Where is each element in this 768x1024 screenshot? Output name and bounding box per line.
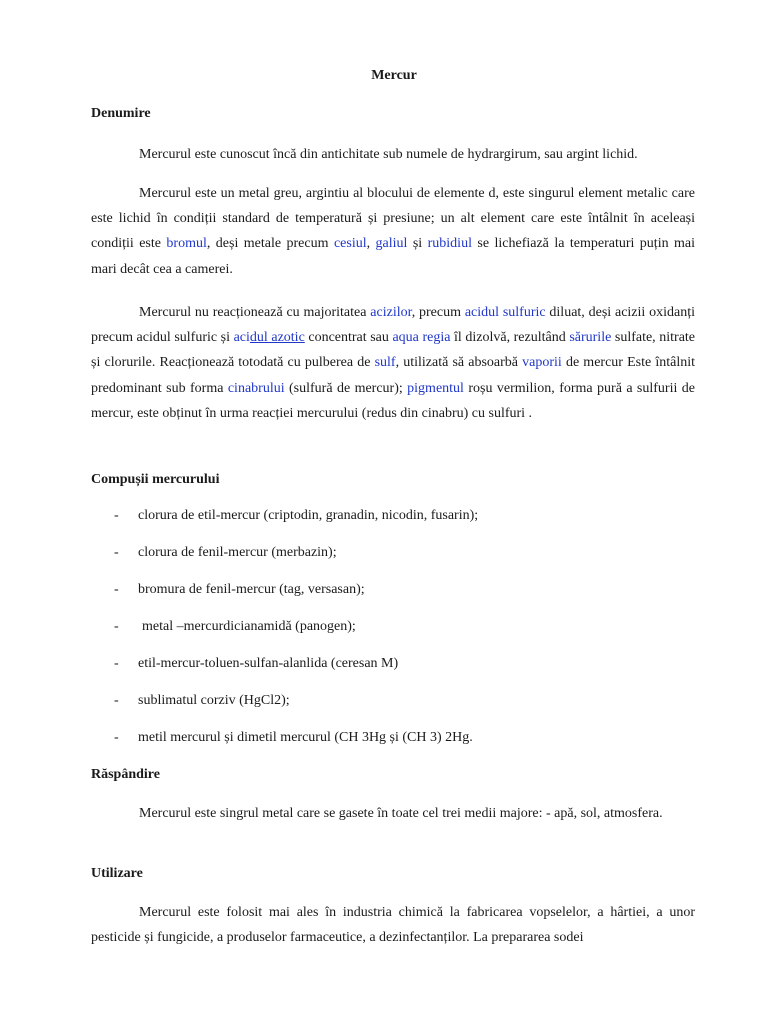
- link-sarurile[interactable]: sărurile: [569, 330, 612, 346]
- text-segment: de mercur Este întâlnit predominant sub forma: [91, 355, 695, 396]
- list-item: [0, 582, 768, 602]
- link-acizilor[interactable]: acizilor: [370, 305, 412, 320]
- link-sulf[interactable]: sulf: [374, 355, 396, 371]
- text-segment: și: [407, 236, 428, 252]
- list-item-text: metil mercurul și dimetil mercurul (CH 3Hg și (CH 3) 2Hg.: [138, 730, 473, 745]
- list-item-text: bromura de fenil-mercur (tag, versasan);: [138, 582, 365, 597]
- text-segment: (sulfură de mercur);: [284, 380, 408, 396]
- link-pigmentul[interactable]: pigmentul: [407, 380, 464, 396]
- link-rubidiul[interactable]: rubidiul: [427, 236, 472, 252]
- document-title: Mercur: [371, 68, 417, 83]
- link-acidul-sulfuric[interactable]: acidul sulfuric: [464, 305, 546, 320]
- list-item-text: etil-mercur-toluen-sulfan-alanlida (ceresan M): [138, 656, 399, 671]
- list-dash: -: [114, 508, 119, 523]
- list-item-text: clorura de etil-mercur (criptodin, granadin, nicodin, fusarin);: [138, 508, 479, 523]
- heading-utilizare: Utilizare: [91, 866, 143, 881]
- heading-raspandire: Răspândire: [91, 767, 160, 782]
- paragraph-denumire-1: Mercurul este cunoscut încă din antichitate sub numele de hydrargirum, sau argint lichid.: [139, 147, 638, 162]
- link-bromul[interactable]: bromul: [166, 236, 207, 252]
- text-segment: , deși metale precum: [206, 236, 334, 252]
- paragraph-raspandire: Mercurul este singrul metal care se gasete în toate cel trei medii majore: - apă, sol, atmosfera.: [139, 806, 663, 821]
- list-dash: -: [114, 545, 119, 560]
- text-segment: se lichefiază la temperaturi puțin mai mari decât cea a camerei.: [91, 236, 696, 277]
- list-item: [0, 693, 768, 713]
- text-segment: Mercurul nu reacționează cu majoritatea: [139, 305, 371, 320]
- list-dash: -: [114, 693, 119, 708]
- text-segment: sulfate, nitrate și clorurile. Reacționează totodată cu pulberea de: [91, 330, 696, 371]
- paragraph-denumire-3: [91, 300, 695, 426]
- link-galiul[interactable]: galiul: [375, 236, 408, 252]
- link-acidul-azotic-part2[interactable]: dul azotic: [249, 330, 305, 346]
- heading-compusi: Compușii mercurului: [91, 472, 220, 487]
- list-dash: -: [114, 730, 119, 745]
- list-dash: -: [114, 582, 119, 597]
- link-vaporii[interactable]: vaporii: [522, 355, 562, 371]
- paragraph-utilizare: Mercurul este folosit mai ales în industria chimică la fabricarea vopselelor, a hârtiei, a unor pesticide și fungicide, a produselor farmaceutice, a dezinfectanților. La prepararea sodei: [91, 905, 695, 946]
- list-item: [0, 619, 768, 639]
- list-dash: -: [114, 656, 119, 671]
- link-aqua-regia[interactable]: aqua regia: [392, 330, 451, 346]
- list-item-text: metal –mercurdicianamidă (panogen);: [142, 619, 356, 634]
- list-item: [0, 545, 768, 565]
- list-item-text: sublimatul corziv (HgCl2);: [138, 693, 290, 708]
- text-segment: , precum: [411, 305, 465, 320]
- list-item: [0, 730, 768, 750]
- list-item-text: clorura de fenil-mercur (merbazin);: [138, 545, 337, 560]
- link-acidul-azotic-part1[interactable]: aci: [233, 330, 250, 346]
- list-dash: -: [114, 619, 119, 634]
- heading-denumire: Denumire: [91, 106, 151, 121]
- text-segment: Mercurul este un metal greu, argintiu al blocului de elemente d, este singurul element metalic care este lichid în condiții standard de temperatură și presiune; un alt element care este întâlnit în aceleași condiții este: [91, 186, 695, 252]
- list-item: [0, 508, 768, 528]
- link-cinabrului[interactable]: cinabrului: [227, 380, 285, 396]
- text-segment: îl dizolvă, rezultând: [450, 330, 570, 346]
- text-segment: roșu vermilion, forma pură a sulfurii de mercur, este obținut în urma reacției mercurului (redus din cinabru) cu sulfuri .: [91, 380, 695, 421]
- paragraph-denumire-2: [91, 181, 695, 282]
- text-segment: ,: [366, 236, 376, 252]
- text-segment: diluat, deși acizii oxidanți precum acidul sulfuric și: [91, 305, 695, 346]
- text-segment: concentrat sau: [304, 330, 393, 346]
- list-item: [0, 656, 768, 676]
- link-cesiul[interactable]: cesiul: [333, 236, 367, 252]
- text-segment: , utilizată să absoarbă: [395, 355, 523, 371]
